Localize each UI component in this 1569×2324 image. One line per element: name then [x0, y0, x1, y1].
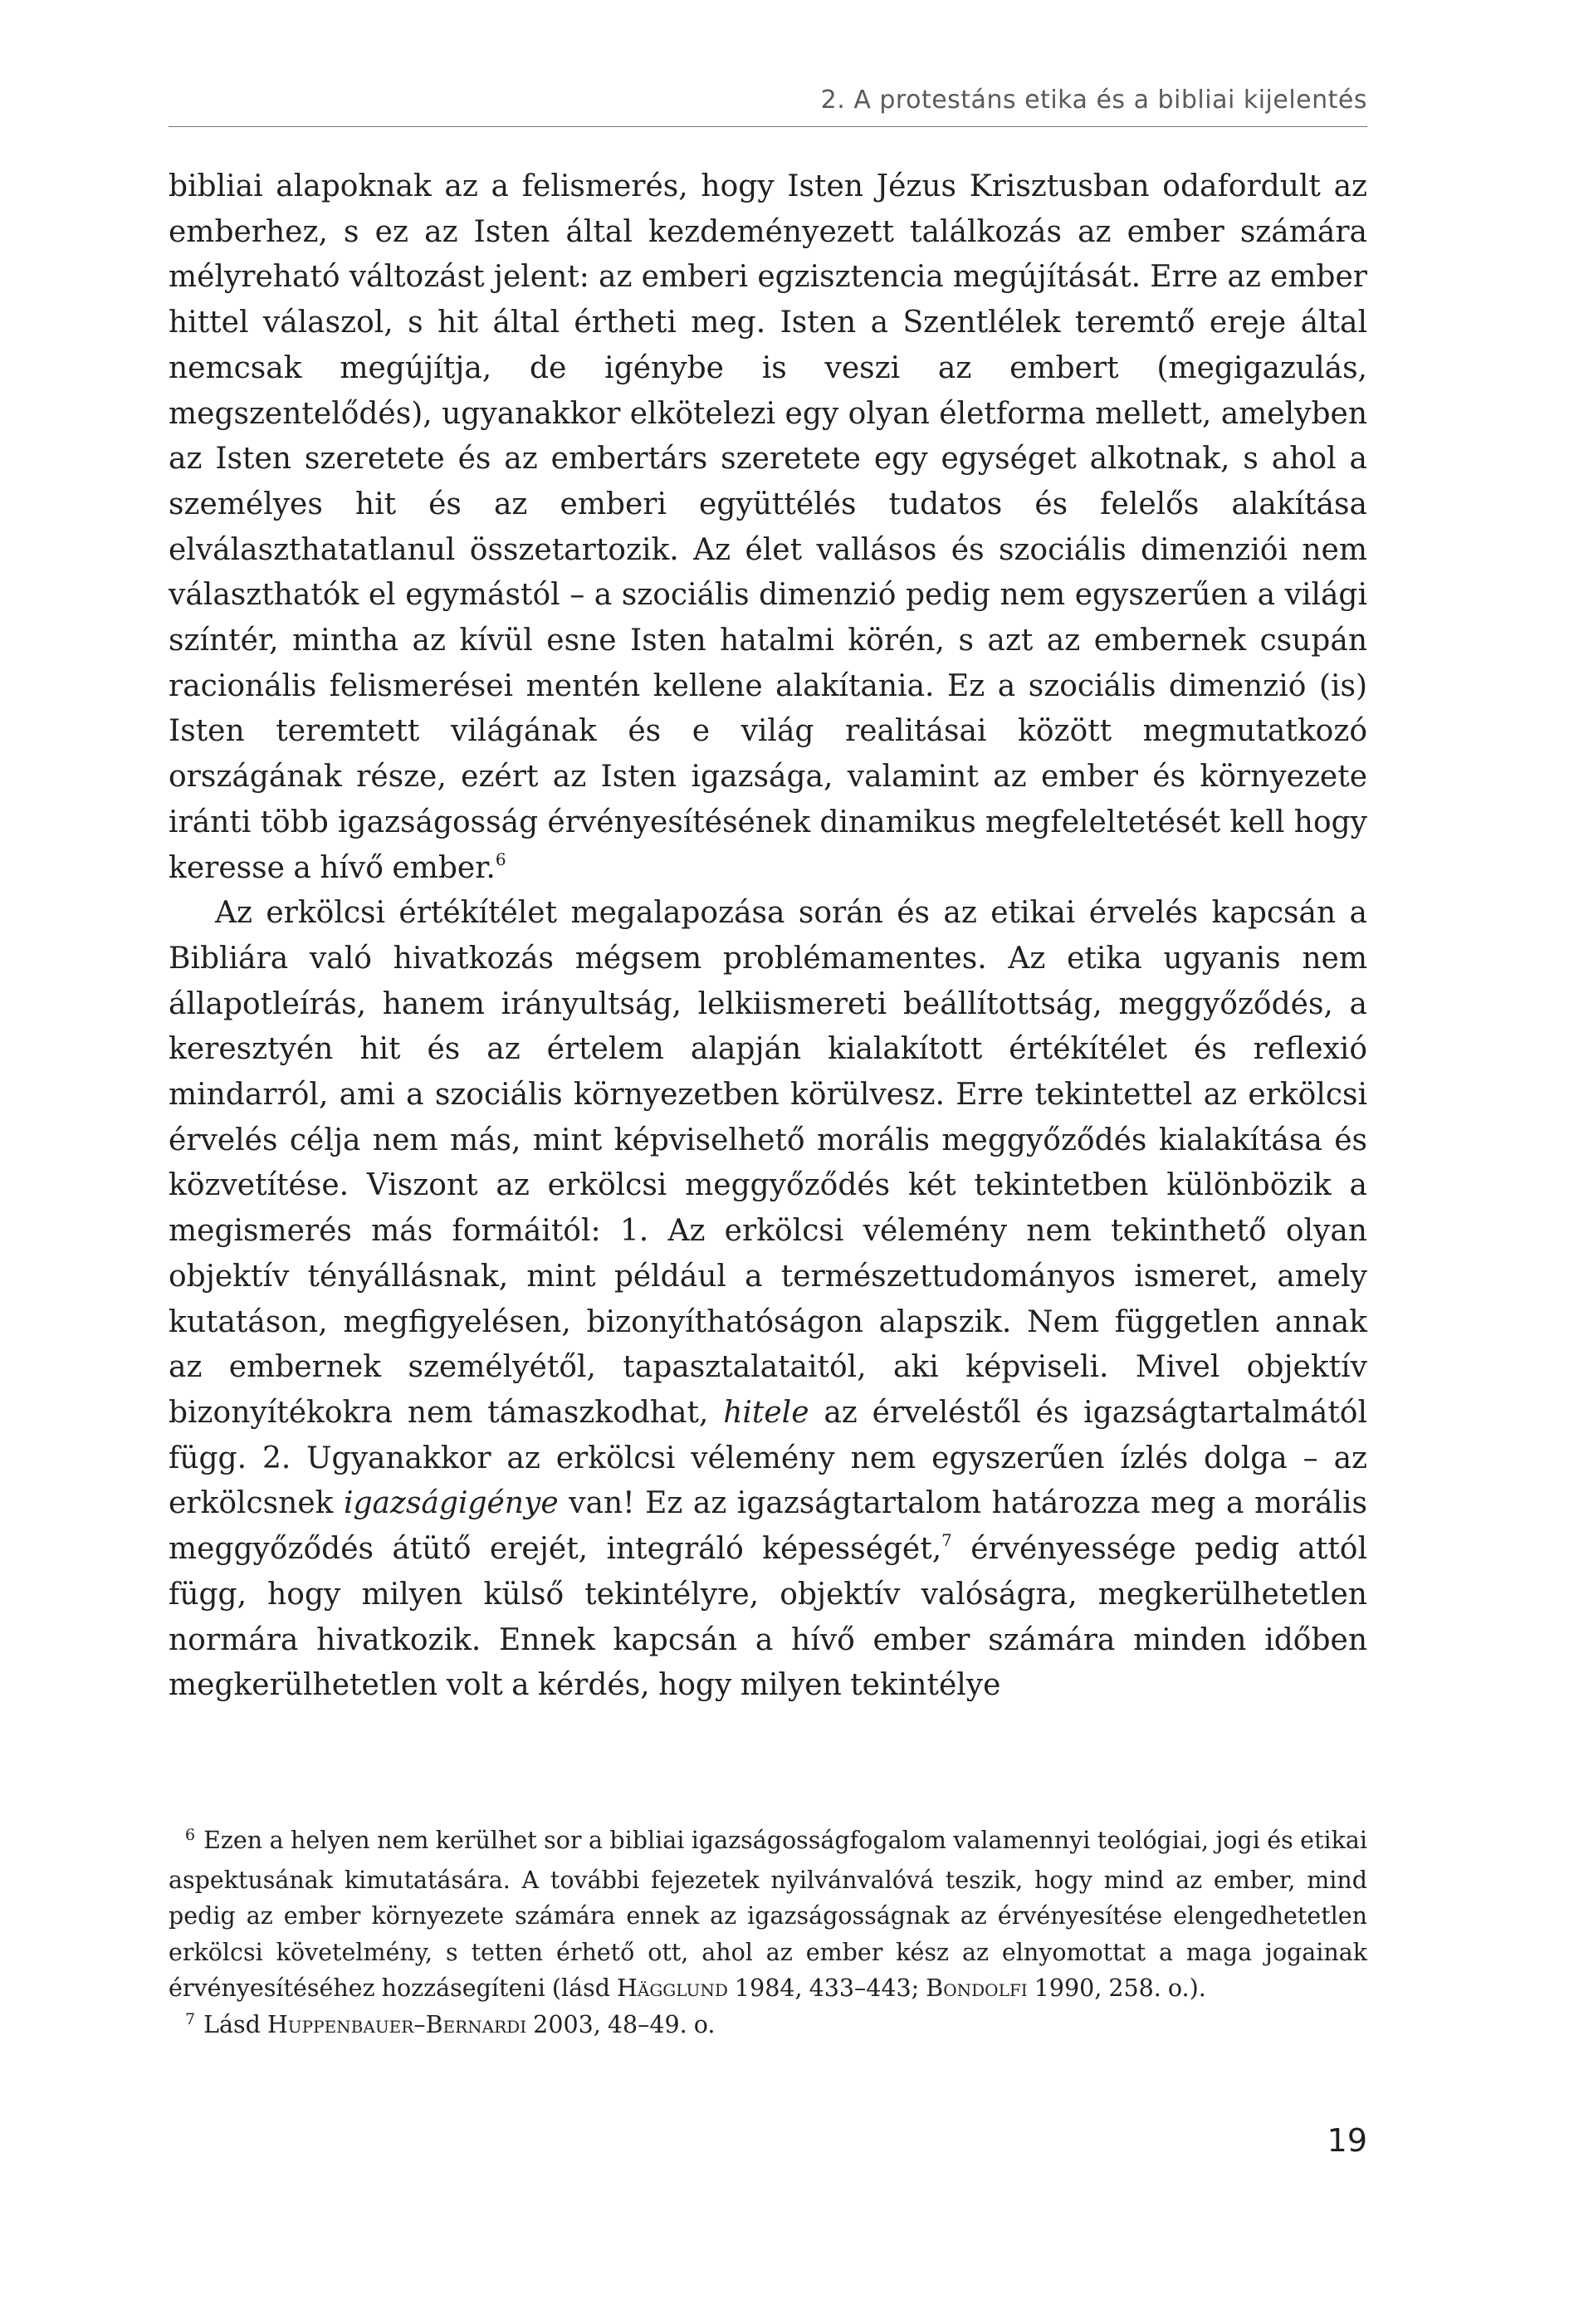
- footnote-7: [169, 2007, 1367, 2047]
- page-number: 19: [1327, 2122, 1367, 2159]
- paragraph-1: [169, 164, 1367, 891]
- running-header: 2. A protestáns etika és a bibliai kijelentés: [820, 86, 1367, 115]
- footnote-ref-7: 7: [941, 1530, 952, 1551]
- footnote-6-text-a: Ezen a helyen nem kerülhet sor a bibliai igazságosságfogalom valamennyi teológiai, jogi és etikai aspektusának kimutatására. A további fejezetek nyilvánvalóvá teszik, hogy mind az ember, mind pedig az ember környezete számára ennek az igazságosságnak az érvényesítése elengedhetetlen erkölcsi követelmény, s tetten érhető ott, ahol az ember kész az elnyomottat a maga jogainak érvényesítéséhez hozzásegíteni (lásd: [169, 1827, 1367, 2002]
- emphasis-igazsagigenye: igazságigénye: [343, 1486, 559, 1521]
- footnotes: [169, 1823, 1367, 2046]
- paragraph-2-text-a: Az erkölcsi értékítélet megalapozása során és az etikai érvelés kapcsán a Bibliára való hivatkozás mégsem problémamentes. Az etika ugyanis nem állapotleírás, hanem irányultság, lelkiismereti beállítottság, meggyőződés, a keresztyén hit és az értelem alapján kialakított értékítélet és reflexió mindarról, ami a szociális környezetben körülvesz. Erre tekintettel az erkölcsi érvelés célja nem más, mint képviselhető morális meggyőződés kialakítása és közvetítése. Viszont az erkölcsi meggyőződés két tekintetben különbözik a megismerés más formáitól: 1. Az erkölcsi vélemény nem tekinthető olyan objektív tényállásnak, mint például a természettudományos ismeret, amely kutatáson, megfigyelésen, bizonyíthatóságon alapszik. Nem független annak az embernek személyétől, tapasztalataitól, aki képviseli. Mivel objektív bizonyítékokra nem támaszkodhat,: [169, 896, 1367, 1430]
- footnote-ref-6: 6: [495, 849, 506, 869]
- footnote-6: [169, 1823, 1367, 2007]
- footnote-7-text-b: 2003, 48–49. o.: [526, 2010, 716, 2038]
- footnote-6-author-hagglund: Hägglund: [617, 1974, 728, 2002]
- paragraph-2-text-d: érvényessége pedig attól függ, hogy milyen külső tekintélyre, objektív valóságra, megkerülhetetlen normára hivatkozik. Ennek kapcsán a hívő ember számára minden időben megkerülhetetlen volt a kérdés, hogy milyen tekintélye: [169, 1532, 1367, 1703]
- paragraph-1-text: bibliai alapoknak az a felismerés, hogy Isten Jézus Krisztusban odafordult az emberhez, s ez az Isten által kezdeményezett találkozás az ember számára mélyreható változást jelent: az emberi egzisztencia megújítását. Erre az ember hittel válaszol, s hit által értheti meg. Isten a Szentlélek teremtő ereje által nemcsak megújítja, de igénybe is veszi az embert (megigazulás, megszentelődés), ugyanakkor elkötelezi egy olyan életforma mellett, amelyben az Isten szeretete és az embertárs szeretete egy egységet alkotnak, s ahol a személyes hit és az emberi együttélés tudatos és felelős alakítása elválaszthatatlanul összetartozik. Az élet vallásos és szociális dimenziói nem választhatók el egymástól – a szociális dimenzió pedig nem egyszerűen a világi színtér, mintha az kívül esne Isten hatalmi körén, s azt az embernek csupán racionális felismerései mentén kellene alakítania. Ez a szociális dimenzió (is) Isten teremtett világának és e világ realitásai között megmutatkozó országának része, ezért az Isten igazsága, valamint az ember és környezete iránti több igazságosság érvényesítésének dinamikus megfeleltetését kell hogy keresse a hívő ember.: [169, 169, 1367, 885]
- header-rule: [169, 126, 1367, 127]
- footnote-7-text-a: Lásd: [203, 2010, 267, 2038]
- main-text: [169, 164, 1367, 1709]
- paragraph-2-text-b: az érveléstől és igazságtartalmától függ. 2. Ugyanakkor az erkölcsi vélemény nem egyszerűen ízlés dolga – az erkölcsnek: [169, 1395, 1367, 1521]
- footnote-7-author: Huppenbauer–Bernardi: [266, 2010, 527, 2038]
- footnote-6-text-b: 1984, 433–443;: [727, 1974, 926, 2002]
- footnote-7-number: 7: [185, 2009, 196, 2028]
- footnote-6-text-c: 1990, 258. o.).: [1027, 1974, 1206, 2002]
- footnote-6-number: 6: [185, 1826, 196, 1844]
- paragraph-2: [169, 891, 1367, 1709]
- emphasis-hitele: hitele: [723, 1395, 809, 1430]
- paragraph-2-text-c: van! Ez az igazságtartalom határozza meg a morális meggyőződés átütő erejét, integráló képességét,: [169, 1486, 1367, 1567]
- footnote-6-author-bondolfi: Bondolfi: [926, 1974, 1028, 2002]
